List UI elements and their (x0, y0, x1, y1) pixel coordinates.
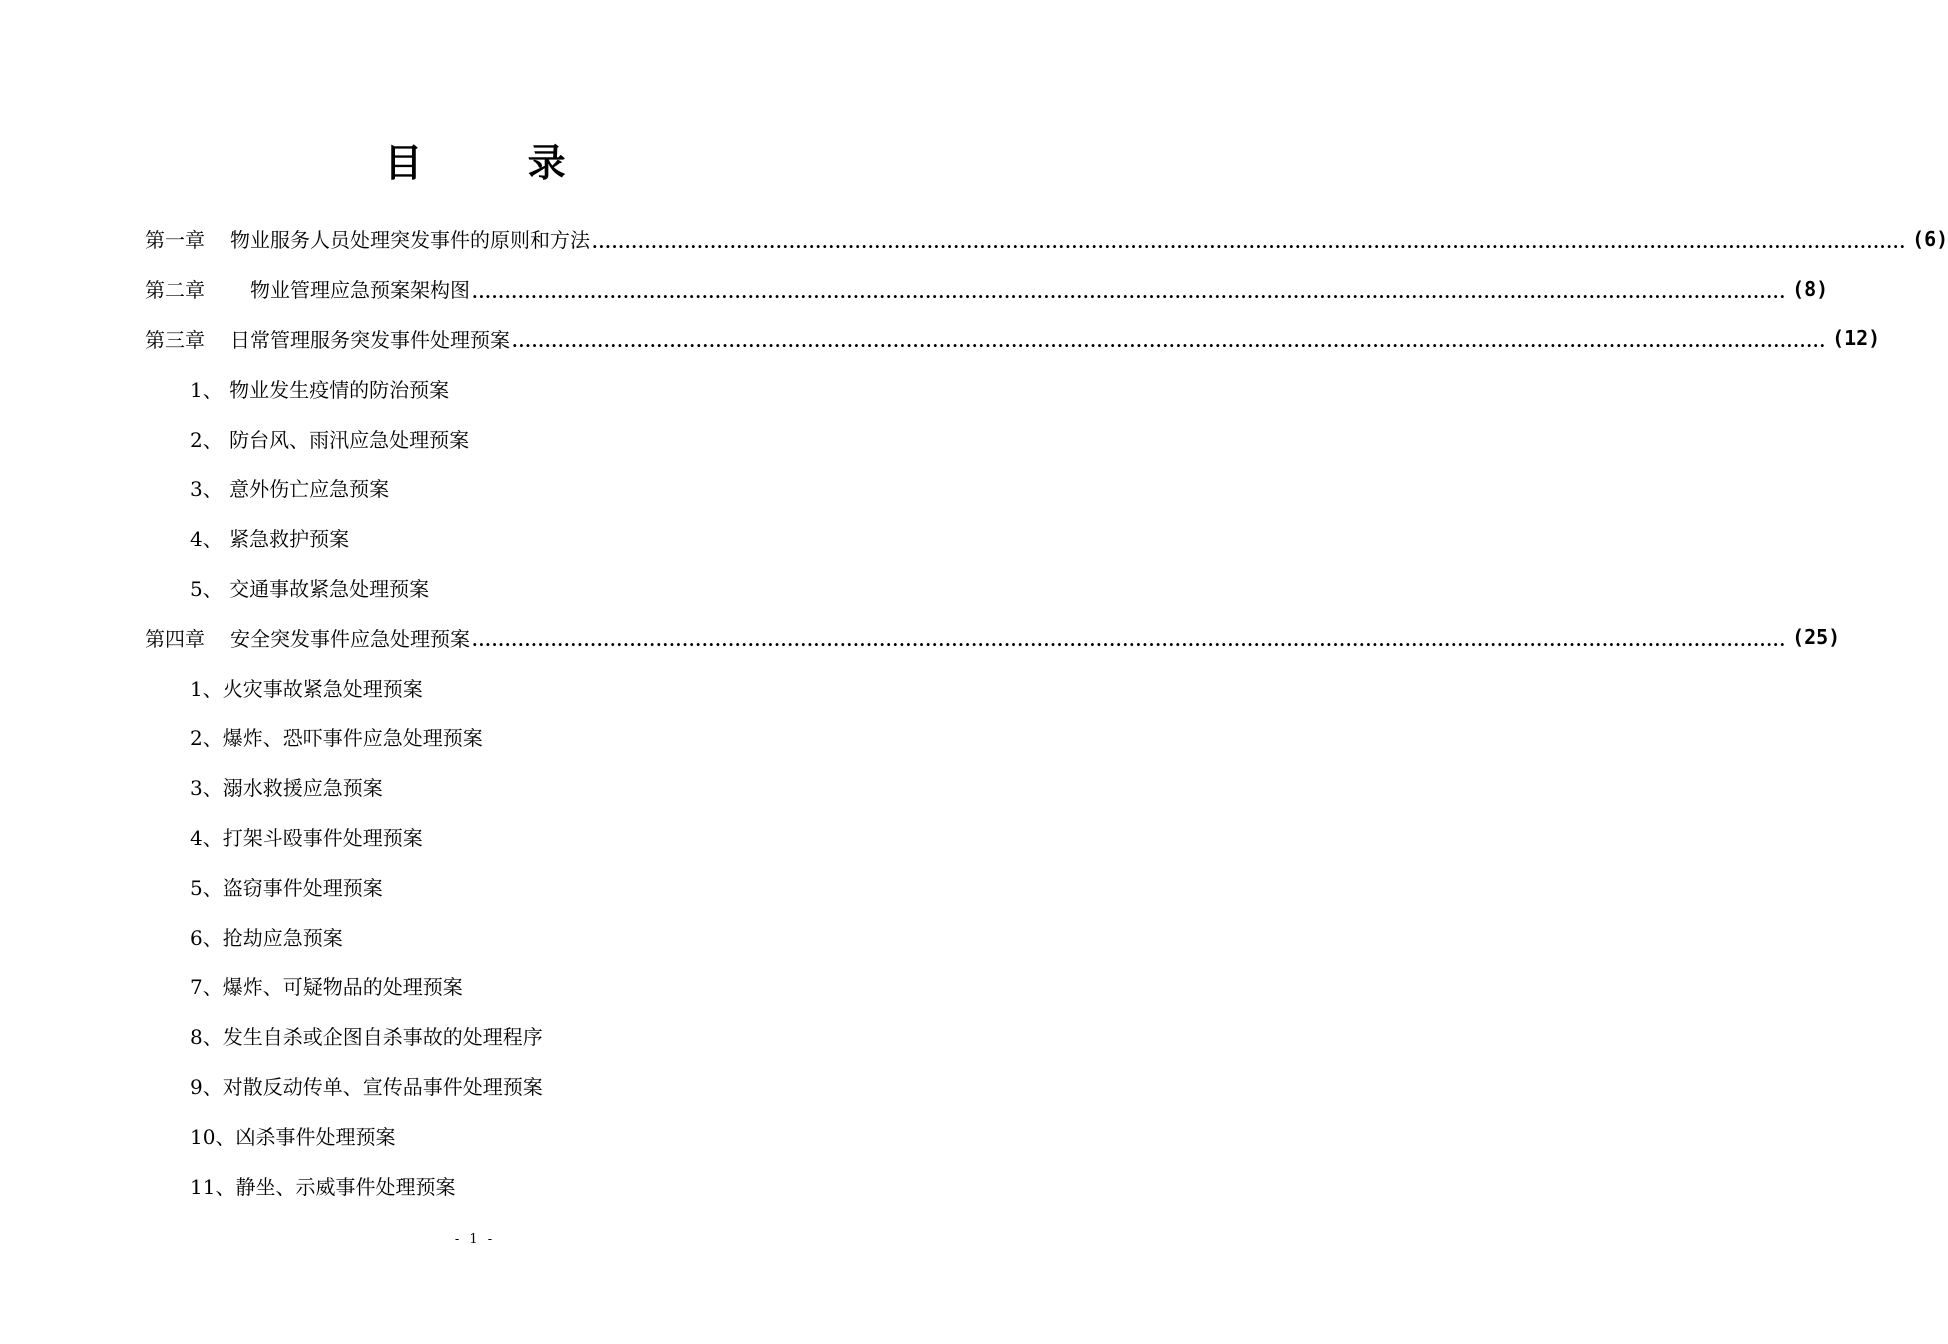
page-ref: (25) (1792, 625, 1841, 650)
entry-title: 11、静坐、示威事件处理预案 (190, 1174, 456, 1199)
toc-section-entry (145, 662, 805, 712)
toc-chapter-entry (145, 314, 1881, 364)
entry-title: 物业管理应急预案架构图 (230, 278, 470, 303)
toc-chapter-entry (145, 214, 1948, 264)
entry-title: 7、爆炸、可疑物品的处理预案 (190, 975, 463, 1000)
page-ref: (12) (1832, 326, 1881, 351)
entry-title: 8、发生自杀或企图自杀事故的处理程序 (190, 1025, 543, 1050)
entry-title: 9、对散反动传单、宣传品事件处理预案 (190, 1074, 543, 1099)
toc-section-entry (145, 1011, 805, 1061)
entry-title: 1、 物业发生疫情的防治预案 (190, 377, 450, 402)
toc-section-entry (145, 463, 805, 513)
toc-section-entry (145, 563, 805, 613)
dot-leader: ........................................................................................................................................................................................................ (472, 282, 1787, 302)
dot-leader: ........................................................................................................................................................................................................ (512, 332, 1827, 352)
dot-leader: ........................................................................................................................................................................................................ (592, 232, 1907, 252)
toc-chapter-entry (145, 264, 1829, 314)
toc-section-entry (145, 812, 805, 862)
page-ref: (6) (1912, 226, 1948, 251)
toc-section-entry (145, 861, 805, 911)
page-ref: (8) (1792, 276, 1829, 301)
toc-section-entry (145, 712, 805, 762)
chapter-number: 第一章 (145, 228, 205, 253)
toc-title: 目 录 (384, 141, 612, 185)
chapter-number: 第二章 (145, 278, 205, 303)
entry-title: 安全突发事件应急处理预案 (230, 626, 470, 651)
entry-title: 10、凶杀事件处理预案 (190, 1124, 396, 1149)
entry-title: 6、抢劫应急预案 (190, 925, 343, 950)
entry-title: 3、 意外伤亡应急预案 (190, 477, 390, 502)
toc-section-entry (145, 762, 805, 812)
toc-section-entry (145, 1110, 805, 1160)
entry-title: 4、 紧急救护预案 (190, 527, 350, 552)
toc-section-entry (145, 911, 805, 961)
entry-title: 2、 防台风、雨汛应急处理预案 (190, 427, 470, 452)
entry-title: 3、溺水救援应急预案 (190, 776, 383, 801)
toc-section-entry (145, 961, 805, 1011)
toc-section-entry (145, 363, 805, 413)
toc-section-entry (145, 413, 805, 463)
toc-section-entry (145, 1061, 805, 1111)
entry-title: 日常管理服务突发事件处理预案 (230, 327, 510, 352)
entry-title: 1、火灾事故紧急处理预案 (190, 676, 423, 701)
entry-title: 物业服务人员处理突发事件的原则和方法 (230, 228, 590, 253)
toc-section-entry (145, 513, 805, 563)
chapter-number: 第三章 (145, 327, 205, 352)
dot-leader: ........................................................................................................................................................................................................ (472, 631, 1787, 651)
chapter-number: 第四章 (145, 626, 205, 651)
entry-title: 5、盗窃事件处理预案 (190, 875, 383, 900)
entry-title: 2、爆炸、恐吓事件应急处理预案 (190, 726, 483, 751)
entry-title: 4、打架斗殴事件处理预案 (190, 825, 423, 850)
toc-chapter-entry (145, 612, 1841, 662)
entry-title: 5、 交通事故紧急处理预案 (190, 576, 430, 601)
page-number: - 1 - (454, 1232, 496, 1247)
toc-section-entry (145, 1160, 805, 1210)
toc-list (145, 214, 1948, 1210)
